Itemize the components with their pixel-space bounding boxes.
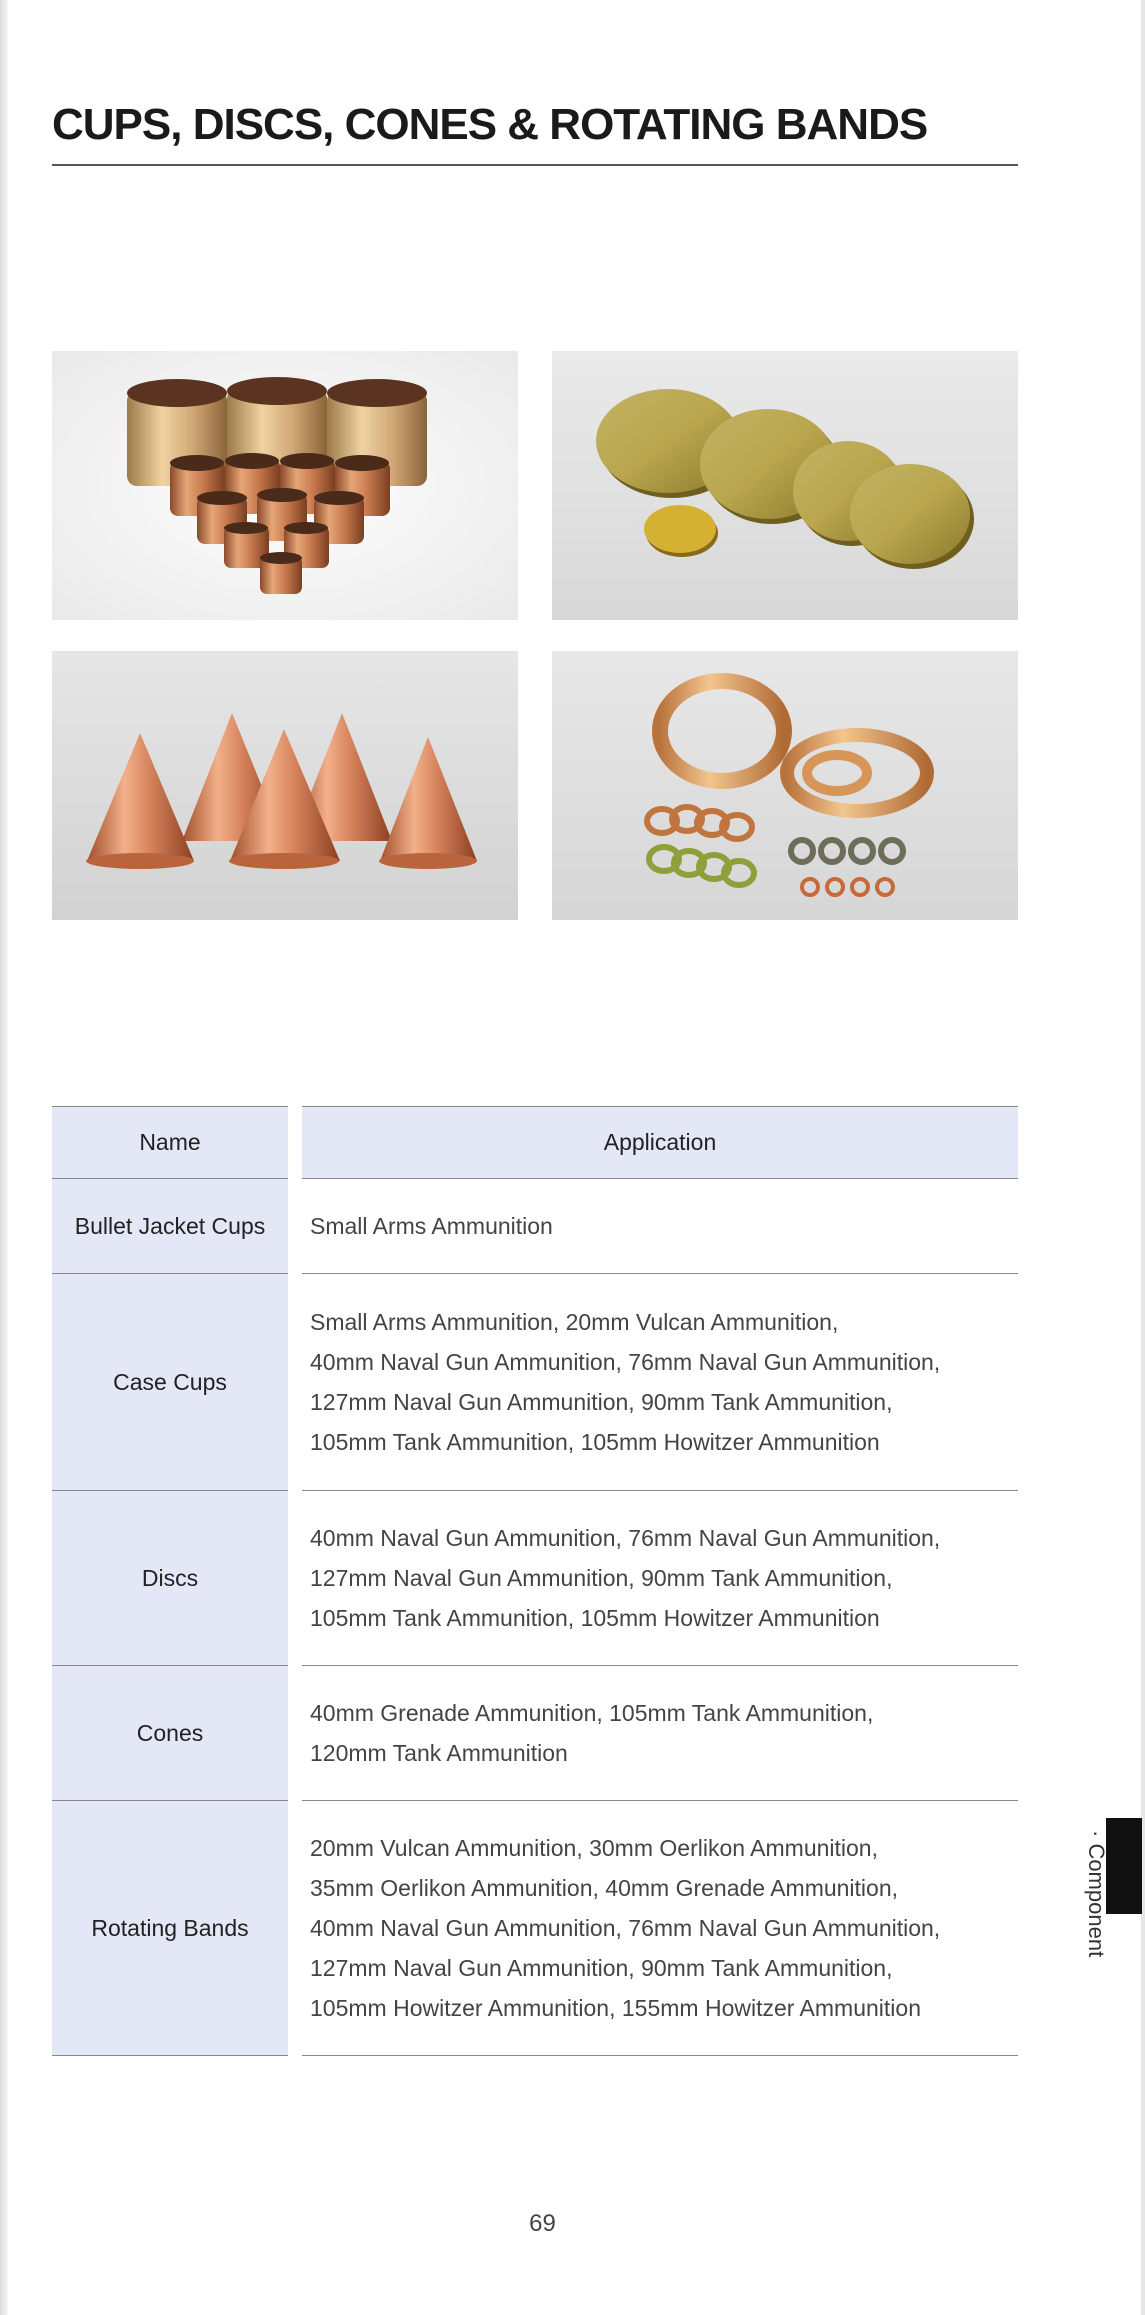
application-line: 105mm Tank Ammunition, 105mm Howitzer Ammunition [310,1429,880,1455]
row-name: Discs [52,1491,288,1666]
page-edge-right [1141,0,1145,2315]
application-line: 35mm Oerlikon Ammunition, 40mm Grenade Ammunition, [310,1875,899,1901]
photo-rotating-bands [552,651,1018,920]
application-line: 40mm Naval Gun Ammunition, 76mm Naval Gun Ammunition, [310,1915,941,1941]
row-name: Bullet Jacket Cups [52,1179,288,1274]
application-line: Small Arms Ammunition [310,1213,553,1239]
application-line: 40mm Naval Gun Ammunition, 76mm Naval Gun Ammunition, [310,1349,941,1375]
section-side-label [1083,1830,1109,1986]
row-application [302,1179,1018,1274]
table-row [52,1491,1018,1666]
section-tab-marker [1106,1818,1142,1914]
header-application: Application [302,1106,1018,1179]
row-application [302,1491,1018,1666]
table-row [52,1274,1018,1491]
title-underline [52,164,1018,166]
application-line: 20mm Vulcan Ammunition, 30mm Oerlikon Ammunition, [310,1835,878,1861]
side-label-text: · Component [1084,1830,1109,1958]
row-application [302,1274,1018,1491]
table-row [52,1801,1018,2056]
application-line: 127mm Naval Gun Ammunition, 90mm Tank Ammunition, [310,1389,893,1415]
application-line: Small Arms Ammunition, 20mm Vulcan Ammunition, [310,1309,839,1335]
photo-discs [552,351,1018,620]
row-name: Case Cups [52,1274,288,1491]
application-line: 105mm Tank Ammunition, 105mm Howitzer Ammunition [310,1605,880,1631]
row-name: Rotating Bands [52,1801,288,2056]
table-header-row [52,1106,1018,1179]
photo-cups [52,351,518,620]
application-line: 105mm Howitzer Ammunition, 155mm Howitzer Ammunition [310,1995,921,2021]
application-table [52,1106,1018,2056]
application-line: 120mm Tank Ammunition [310,1740,568,1766]
table-row [52,1666,1018,1801]
row-application [302,1666,1018,1801]
application-line: 127mm Naval Gun Ammunition, 90mm Tank Ammunition, [310,1565,893,1591]
page-number: 69 [529,2210,556,2237]
photo-cones [52,651,518,920]
application-line: 127mm Naval Gun Ammunition, 90mm Tank Ammunition, [310,1955,893,1981]
table-row [52,1179,1018,1274]
row-application [302,1801,1018,2056]
page-title: CUPS, DISCS, CONES & ROTATING BANDS [52,100,928,149]
application-line: 40mm Grenade Ammunition, 105mm Tank Ammunition, [310,1700,874,1726]
row-name: Cones [52,1666,288,1801]
application-line: 40mm Naval Gun Ammunition, 76mm Naval Gun Ammunition, [310,1525,941,1551]
page-edge-shadow [0,0,8,2315]
header-name: Name [52,1106,288,1179]
